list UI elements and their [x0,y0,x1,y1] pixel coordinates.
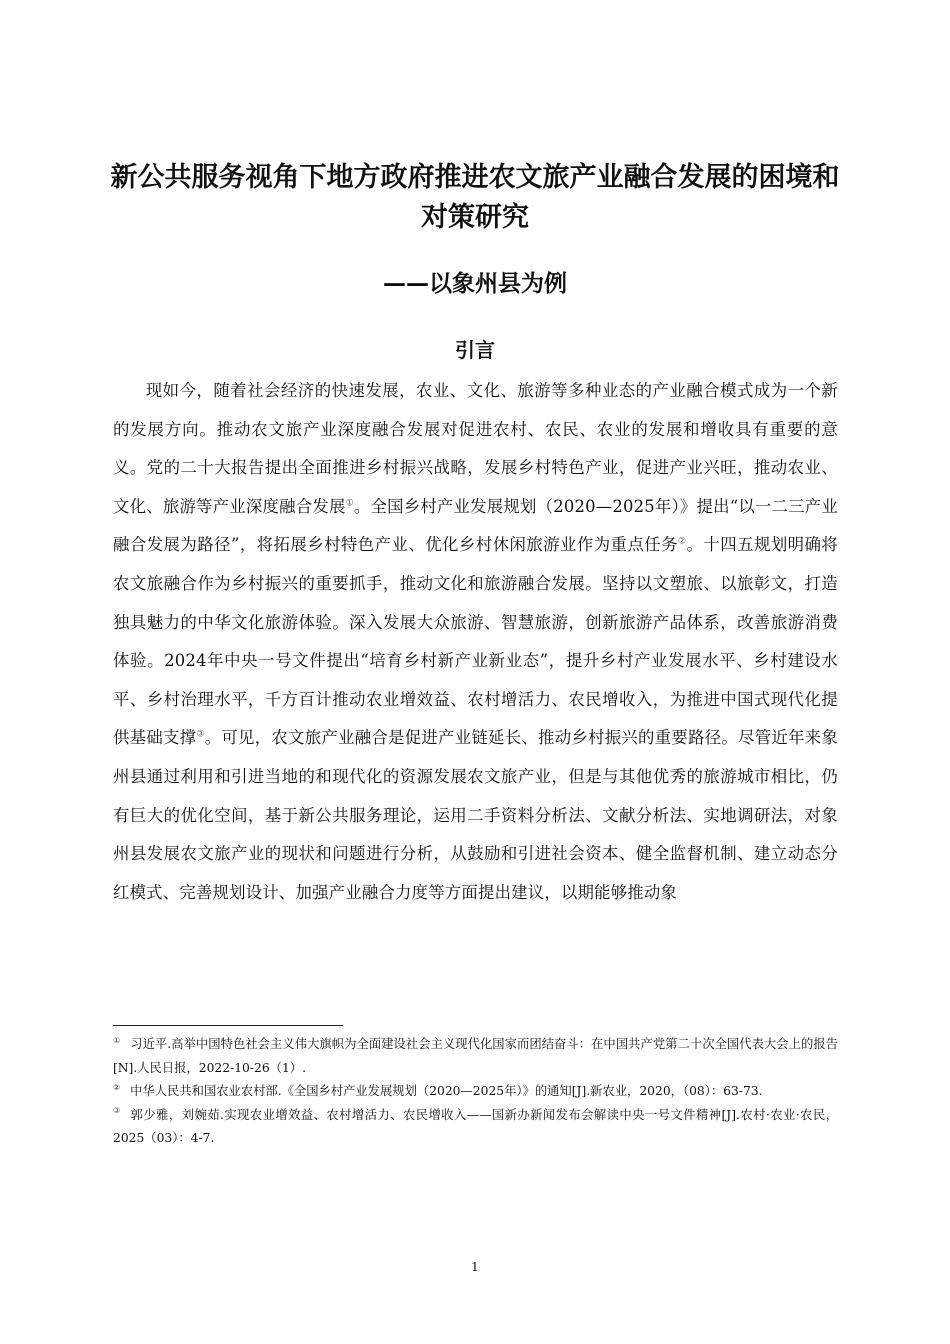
footnote-3 [113,1104,838,1151]
document-title: 新公共服务视角下地方政府推进农文旅产业融合发展的困境和对策研究 [110,162,840,233]
page-number: 1 [471,1260,479,1274]
footnote-reference-3[interactable]: ③ [196,729,205,740]
footnote-mark: ① [113,1035,121,1045]
paragraph-segment: 现如今，随着社会经济的快速发展，农业、文化、旅游等多种业态的产业融合模式成为一个新的发展方向。推动农文旅产业深度融合发展对促进农村、农民、农业的发展和增收具有重要的意义。党的二十大报告提出全面推进乡村振兴战略，发展乡村特色产业，促进产业兴旺，推动农业、文化、旅游等产业深度融合发展 [113,381,838,516]
footnote-text: 郭少雅，刘婉茹.实现农业增效益、农村增活力、农民增收入——国新办新闻发布会解读中央一号文件精神[J].农村·农业·农民，2025（03）：4-7. [113,1107,838,1145]
document-subtitle: ——以象州县为例 [383,271,567,297]
footnotes-section [113,1033,838,1151]
footnote-separator [113,1025,343,1026]
introduction-paragraph [113,372,838,912]
footnote-text: 习近平.高举中国特色社会主义伟大旗帜为全面建设社会主义现代化国家而团结奋斗：在中国共产党第二十次全国代表大会上的报告[N].人民日报，2022-10-26（1）. [113,1037,839,1075]
paragraph-segment: 。可见，农文旅产业融合是促进产业链延长、推动乡村振兴的重要路径。尽管近年来象州县通过利用和引进当地的和现代化的资源发展农文旅产业，但是与其他优秀的旅游城市相比，仍有巨大的优化空间，基于新公共服务理论，运用二手资料分析法、文献分析法、实地调研法，对象州县发展农文旅产业的现状和问题进行分析，从鼓励和引进社会资本、健全监督机制、建立动态分红模式、完善规划设计、加强产业融合力度等方面提出建议，以期能够推动象 [113,728,838,902]
section-heading-introduction: 引言 [455,338,495,362]
footnote-reference-1[interactable]: ① [345,498,354,509]
footnote-text: 中华人民共和国农业农村部.《全国乡村产业发展规划（2020—2025年）》的通知[J].新农业，2020，（08）：63-73. [130,1084,763,1098]
footnote-1 [113,1033,838,1080]
footnote-mark: ③ [113,1106,121,1116]
footnote-2 [113,1080,838,1104]
footnote-mark: ② [113,1082,121,1092]
paragraph-segment: 。全国乡村产业发展规划（2020—2025年）》提出“以一二三产业融合发展为路径”，将拓展乡村特色产业、优化乡村休闲旅游业作为重点任务 [113,496,838,555]
paragraph-segment: 。十四五规划明确将农文旅融合作为乡村振兴的重要抓手，推动文化和旅游融合发展。坚持以文塑旅、以旅彰文，打造独具魅力的中华文化旅游体验。深入发展大众旅游、智慧旅游，创新旅游产品体系，改善旅游消费体验。2024年中央一号文件提出“培育乡村新产业新业态”，提升乡村产业发展水平、乡村建设水平、乡村治理水平，千方百计推动农业增效益、农村增活力、农民增收入，为推进中国式现代化提供基础支撑 [113,535,838,748]
footnote-reference-2[interactable]: ② [678,536,687,547]
